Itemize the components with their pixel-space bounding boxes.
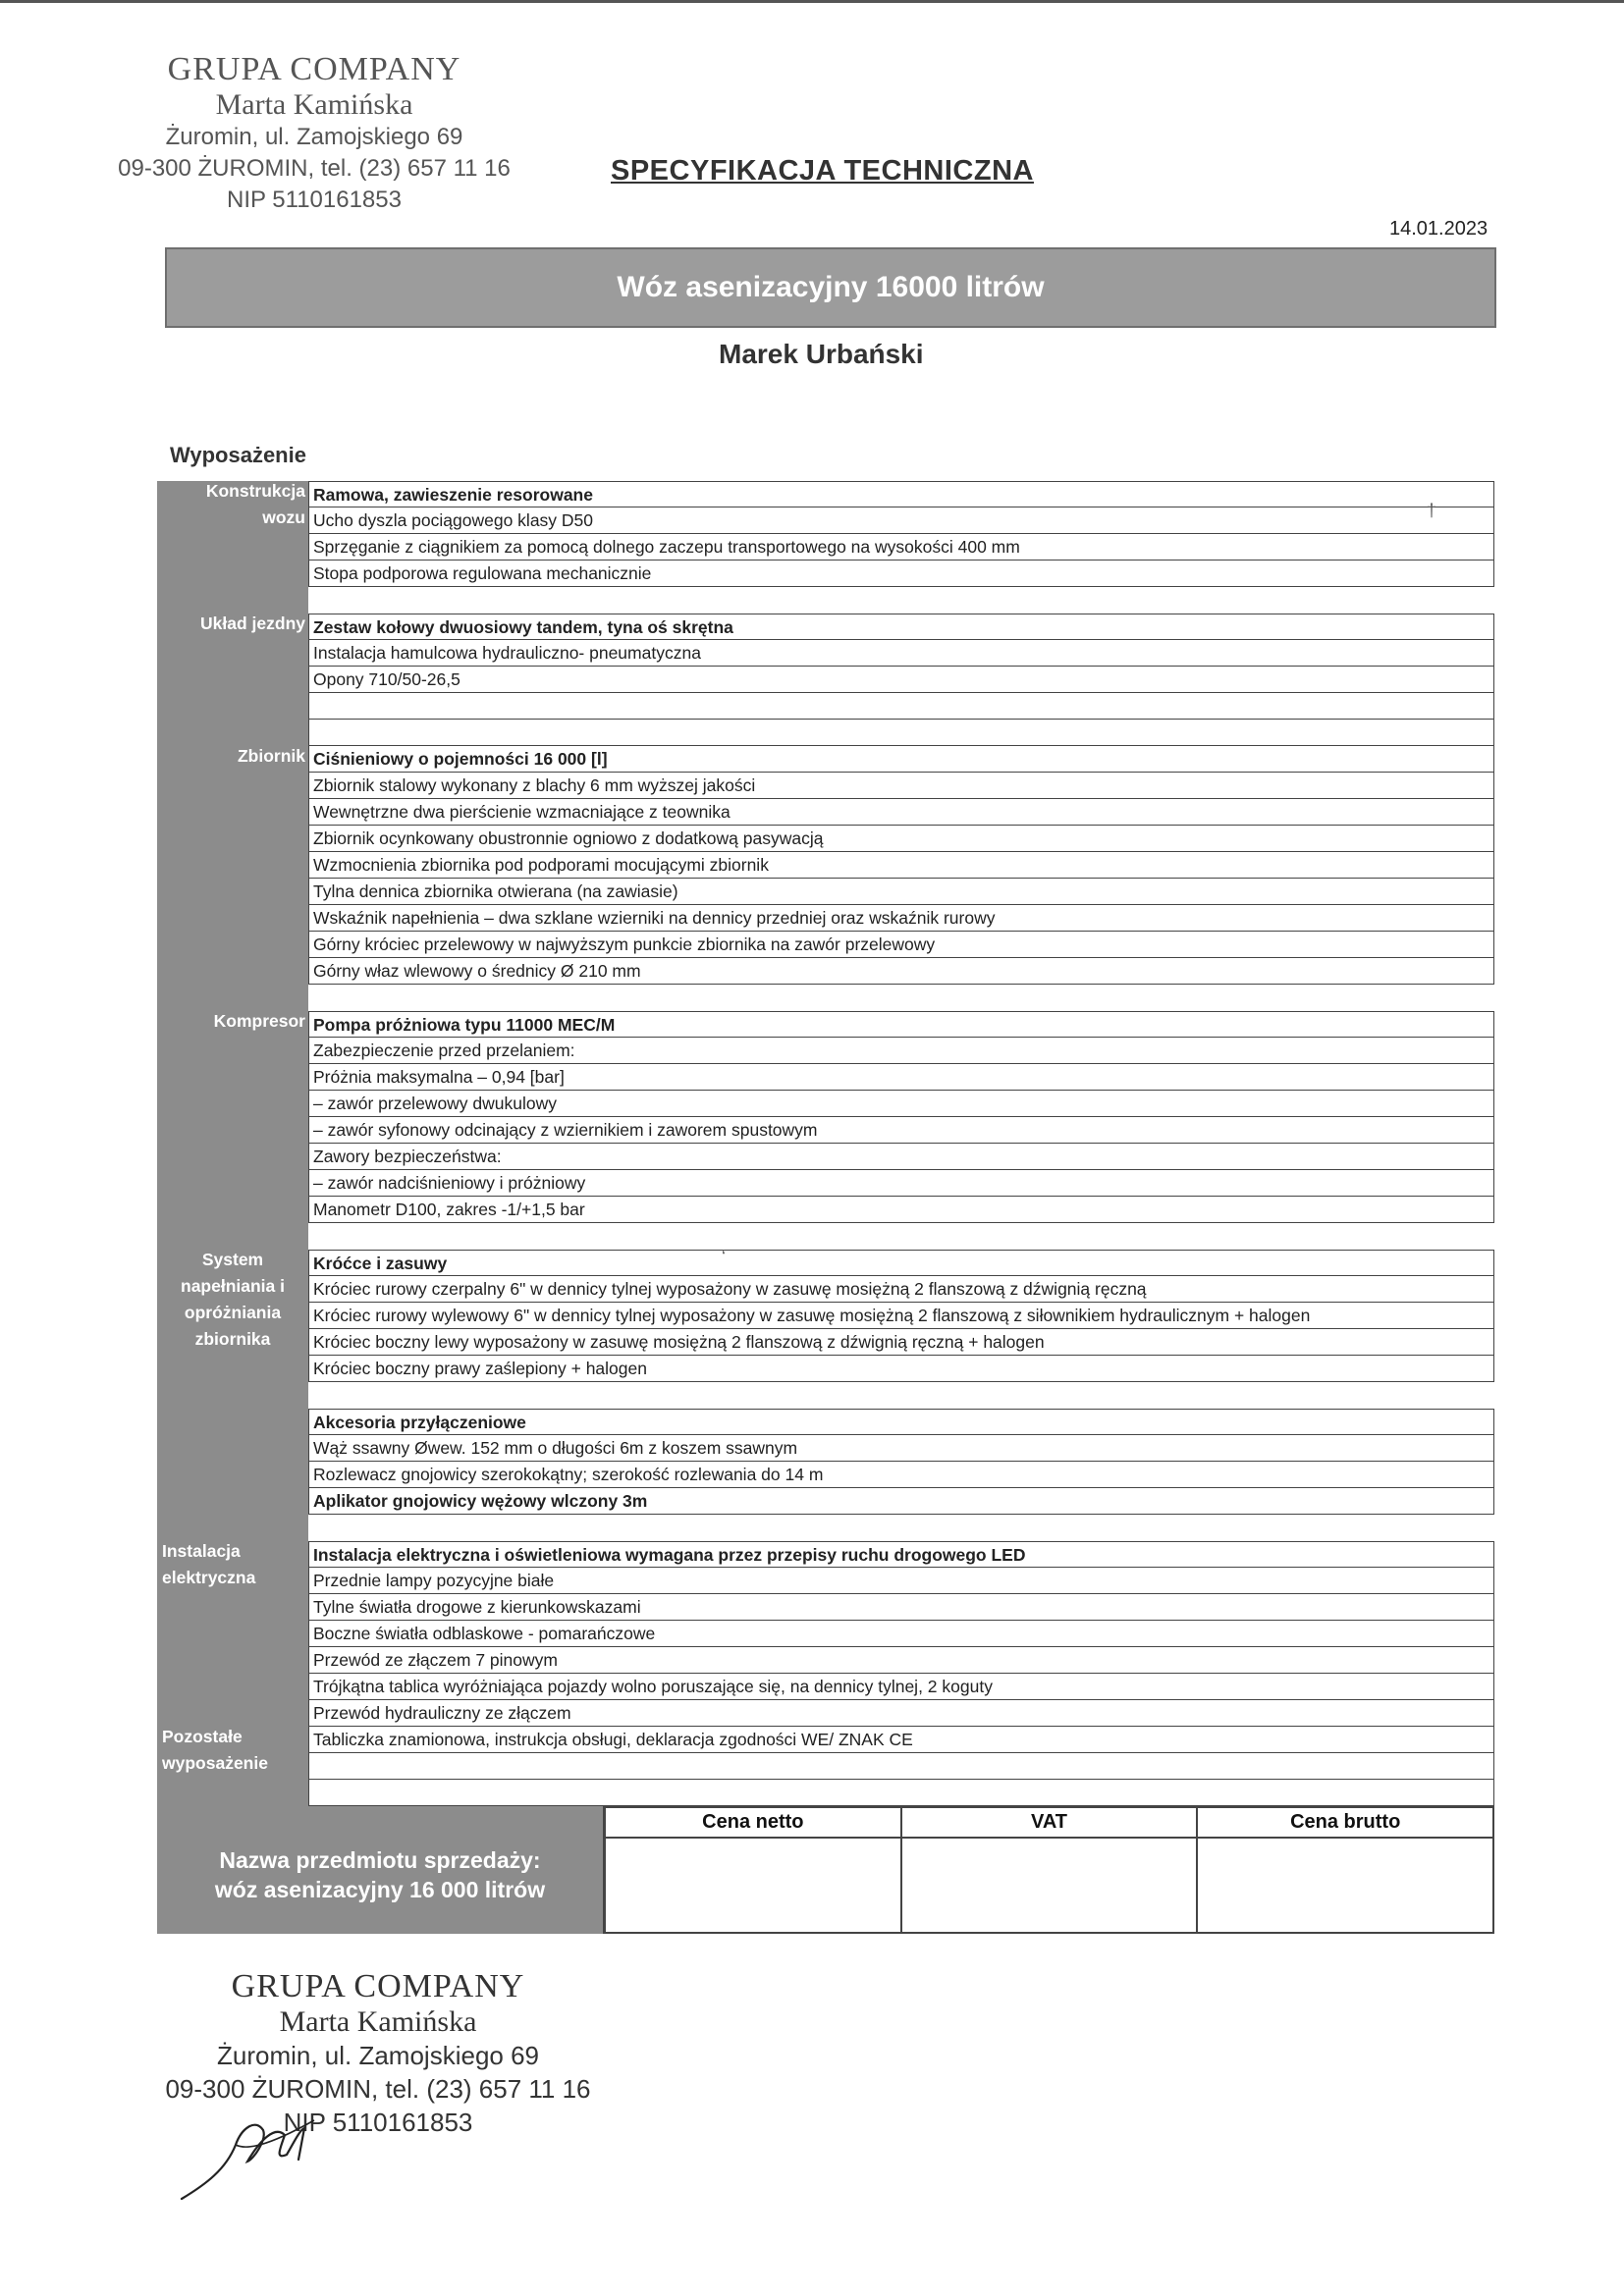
company-stamp-top bbox=[83, 51, 545, 216]
stamp-company-name: GRUPA COMPANY bbox=[167, 51, 461, 87]
spec-item: Króćce i zasuwy bbox=[308, 1250, 1494, 1276]
spec-item: – zawór przelewowy dwukulowy bbox=[308, 1091, 1494, 1117]
table-row bbox=[157, 773, 1494, 799]
table-row bbox=[157, 932, 1494, 958]
table-row bbox=[157, 1091, 1494, 1117]
row-label: elektryczna bbox=[157, 1568, 308, 1594]
table-row bbox=[157, 640, 1494, 667]
table-row bbox=[157, 1594, 1494, 1621]
table-row bbox=[157, 879, 1494, 905]
spec-item: Zbiornik stalowy wykonany z blachy 6 mm wyższej jakości bbox=[308, 773, 1494, 799]
spec-item: Przednie lampy pozycyjne białe bbox=[308, 1568, 1494, 1594]
table-row bbox=[157, 1780, 1494, 1806]
spec-item: Aplikator gnojowicy wężowy wlczony 3m bbox=[308, 1488, 1494, 1515]
table-row bbox=[157, 720, 1494, 746]
table-row bbox=[157, 1753, 1494, 1780]
row-label: Pozostałe bbox=[157, 1727, 308, 1753]
stamp-person: Marta Kamińska bbox=[215, 88, 413, 121]
table-row bbox=[157, 667, 1494, 693]
price-vat-header: VAT bbox=[902, 1806, 1199, 1839]
row-label: Układ jezdny bbox=[157, 614, 308, 640]
table-row bbox=[157, 1674, 1494, 1700]
scan-artifact: † bbox=[1427, 501, 1437, 520]
spec-item: Akcesoria przyłączeniowe bbox=[308, 1409, 1494, 1435]
title-banner bbox=[165, 247, 1496, 328]
table-row bbox=[157, 1276, 1494, 1303]
table-row bbox=[157, 958, 1494, 985]
price-netto-header: Cena netto bbox=[604, 1806, 902, 1839]
table-row bbox=[157, 852, 1494, 879]
table-row bbox=[157, 1329, 1494, 1356]
spec-item: Manometr D100, zakres -1/+1,5 bar bbox=[308, 1197, 1494, 1223]
spec-item: Przewód ze złączem 7 pinowym bbox=[308, 1647, 1494, 1674]
table-row bbox=[157, 1011, 1494, 1038]
spec-item: Ciśnieniowy o pojemności 16 000 [l] bbox=[308, 746, 1494, 773]
spec-item: Zawory bezpieczeństwa: bbox=[308, 1144, 1494, 1170]
spec-item: Tylne światła drogowe z kierunkowskazami bbox=[308, 1594, 1494, 1621]
price-value-row bbox=[604, 1839, 1494, 1934]
table-row bbox=[157, 1170, 1494, 1197]
stamp-address: Żuromin, ul. Zamojskiego 69 bbox=[165, 124, 463, 150]
table-row bbox=[157, 561, 1494, 587]
stamp-nip: NIP 5110161853 bbox=[227, 187, 402, 213]
price-grid bbox=[603, 1806, 1494, 1934]
table-row bbox=[157, 693, 1494, 720]
spec-item: Tabliczka znamionowa, instrukcja obsługi, deklaracja zgodności WE/ ZNAK CE bbox=[308, 1727, 1494, 1753]
table-row bbox=[157, 1568, 1494, 1594]
price-brutto-header: Cena brutto bbox=[1198, 1806, 1494, 1839]
table-gap-row bbox=[157, 985, 1494, 1011]
item-name-box bbox=[157, 1806, 603, 1934]
table-row bbox=[157, 1197, 1494, 1223]
spec-item: Próżnia maksymalna – 0,94 [bar] bbox=[308, 1064, 1494, 1091]
table-row bbox=[157, 1303, 1494, 1329]
table-gap-row bbox=[157, 1382, 1494, 1409]
spec-item: Przewód hydrauliczny ze złączem bbox=[308, 1700, 1494, 1727]
item-name-label: Nazwa przedmiotu sprzedaży: bbox=[219, 1847, 541, 1873]
table-row bbox=[157, 746, 1494, 773]
table-row bbox=[157, 1144, 1494, 1170]
price-brutto-value bbox=[1198, 1839, 1494, 1934]
signature bbox=[177, 2101, 353, 2209]
stamp-company-name: GRUPA COMPANY bbox=[231, 1968, 525, 2004]
spec-item: Opony 710/50-26,5 bbox=[308, 667, 1494, 693]
price-section bbox=[157, 1806, 1494, 1934]
table-gap-row bbox=[157, 587, 1494, 614]
table-row bbox=[157, 507, 1494, 534]
spec-item: Sprzęganie z ciągnikiem za pomocą dolnego zaczepu transportowego na wysokości 400 mm bbox=[308, 534, 1494, 561]
table-row bbox=[157, 1435, 1494, 1462]
row-label: wozu bbox=[157, 507, 308, 534]
spec-item: Ucho dyszla pociągowego klasy D50 bbox=[308, 507, 1494, 534]
table-gap-row bbox=[157, 1223, 1494, 1250]
row-label: opróżniania bbox=[157, 1303, 308, 1329]
spec-item: Ramowa, zawieszenie resorowane bbox=[308, 481, 1494, 507]
table-row bbox=[157, 534, 1494, 561]
scan-edge bbox=[0, 0, 1624, 3]
row-label: napełniania i bbox=[157, 1276, 308, 1303]
table-row bbox=[157, 1621, 1494, 1647]
document-date: 14.01.2023 bbox=[1389, 218, 1489, 240]
spec-item: Pompa próżniowa typu 11000 MEC/M bbox=[308, 1011, 1494, 1038]
table-row bbox=[157, 1647, 1494, 1674]
table-row bbox=[157, 1250, 1494, 1276]
spec-item: Króciec boczny lewy wyposażony w zasuwę mosiężną 2 flanszową z dźwignią ręczną + halogen bbox=[308, 1329, 1494, 1356]
item-name-value: wóz asenizacyjny 16 000 litrów bbox=[214, 1877, 546, 1902]
price-header-row bbox=[604, 1806, 1494, 1839]
spec-item: Zbiornik ocynkowany obustronnie ogniowo z dodatkową pasywacją bbox=[308, 826, 1494, 852]
row-label: zbiornika bbox=[157, 1329, 308, 1356]
table-row bbox=[157, 1117, 1494, 1144]
table-row bbox=[157, 1462, 1494, 1488]
stamp-nip: NIP 5110161853 bbox=[283, 2108, 473, 2137]
stamp-city-phone: 09-300 ŻUROMIN, tel. (23) 657 11 16 bbox=[165, 2074, 591, 2104]
row-label: wyposażenie bbox=[157, 1753, 308, 1780]
spec-item: Instalacja elektryczna i oświetleniowa wymagana przez przepisy ruchu drogowego LED bbox=[308, 1541, 1494, 1568]
spec-item: Stopa podporowa regulowana mechanicznie bbox=[308, 561, 1494, 587]
table-row bbox=[157, 1356, 1494, 1382]
spec-item: Króciec rurowy czerpalny 6" w dennicy tylnej wyposażony w zasuwę mosiężną 2 flanszową z dźwignią ręczną bbox=[308, 1276, 1494, 1303]
spec-item: Wskaźnik napełnienia – dwa szklane wzierniki na dennicy przedniej oraz wskaźnik rurowy bbox=[308, 905, 1494, 932]
spec-item: Zabezpieczenie przed przelaniem: bbox=[308, 1038, 1494, 1064]
spec-item: Górny króciec przelewowy w najwyższym punkcie zbiornika na zawór przelewowy bbox=[308, 932, 1494, 958]
row-label: Instalacja bbox=[157, 1541, 308, 1568]
recipient-name: Marek Urbański bbox=[719, 339, 924, 369]
table-row bbox=[157, 481, 1494, 507]
table-row bbox=[157, 1541, 1494, 1568]
spec-item: Króciec rurowy wylewowy 6" w dennicy tylnej wyposażony w zasuwę mosiężną 2 flanszową z siłownikiem hydraulicznym + halogen bbox=[308, 1303, 1494, 1329]
row-label: Kompresor bbox=[157, 1011, 308, 1038]
spec-item: Instalacja hamulcowa hydrauliczno- pneumatyczna bbox=[308, 640, 1494, 667]
table-row bbox=[157, 1409, 1494, 1435]
stamp-address: Żuromin, ul. Zamojskiego 69 bbox=[216, 2041, 540, 2070]
specification-table bbox=[157, 481, 1494, 1934]
table-row bbox=[157, 1038, 1494, 1064]
spec-item: Rozlewacz gnojowicy szerokokątny; szerokość rozlewania do 14 m bbox=[308, 1462, 1494, 1488]
row-label: System bbox=[157, 1250, 308, 1276]
spec-item: Zestaw kołowy dwuosiowy tandem, tyna oś skrętna bbox=[308, 614, 1494, 640]
stamp-city-phone: 09-300 ŻUROMIN, tel. (23) 657 11 16 bbox=[118, 155, 511, 182]
spec-item: Tylna dennica zbiornika otwierana (na zawiasie) bbox=[308, 879, 1494, 905]
table-gap-row bbox=[157, 1515, 1494, 1541]
stamp-person: Marta Kamińska bbox=[279, 2005, 477, 2038]
banner-title: Wóz asenizacyjny 16000 litrów bbox=[617, 271, 1045, 303]
table-row bbox=[157, 1700, 1494, 1727]
row-label: Konstrukcja bbox=[157, 481, 308, 507]
spec-item: Górny właz wlewowy o średnicy Ø 210 mm bbox=[308, 958, 1494, 985]
document-title: SPECYFIKACJA TECHNICZNA bbox=[611, 155, 1034, 187]
row-label: Zbiornik bbox=[157, 746, 308, 773]
table-row bbox=[157, 1727, 1494, 1753]
spec-item: Trójkątna tablica wyróżniająca pojazdy wolno poruszające się, na dennicy tylnej, 2 koguty bbox=[308, 1674, 1494, 1700]
spec-item: Wewnętrzne dwa pierścienie wzmacniające z teownika bbox=[308, 799, 1494, 826]
table-row bbox=[157, 905, 1494, 932]
price-netto-value bbox=[604, 1839, 902, 1934]
table-row bbox=[157, 826, 1494, 852]
table-row bbox=[157, 1064, 1494, 1091]
table-row bbox=[157, 799, 1494, 826]
spec-item: – zawór nadciśnieniowy i próżniowy bbox=[308, 1170, 1494, 1197]
table-row bbox=[157, 614, 1494, 640]
spec-item: Króciec boczny prawy zaślepiony + halogen bbox=[308, 1356, 1494, 1382]
table-row bbox=[157, 1488, 1494, 1515]
spec-item: – zawór syfonowy odcinający z wziernikiem i zaworem spustowym bbox=[308, 1117, 1494, 1144]
spec-item: Boczne światła odblaskowe - pomarańczowe bbox=[308, 1621, 1494, 1647]
section-heading: Wyposażenie bbox=[170, 443, 306, 467]
price-vat-value bbox=[902, 1839, 1199, 1934]
scan-artifact: ‘ bbox=[722, 1247, 726, 1266]
spec-item: Wąż ssawny Øwew. 152 mm o długości 6m z koszem ssawnym bbox=[308, 1435, 1494, 1462]
spec-item: Wzmocnienia zbiornika pod podporami mocującymi zbiornik bbox=[308, 852, 1494, 879]
